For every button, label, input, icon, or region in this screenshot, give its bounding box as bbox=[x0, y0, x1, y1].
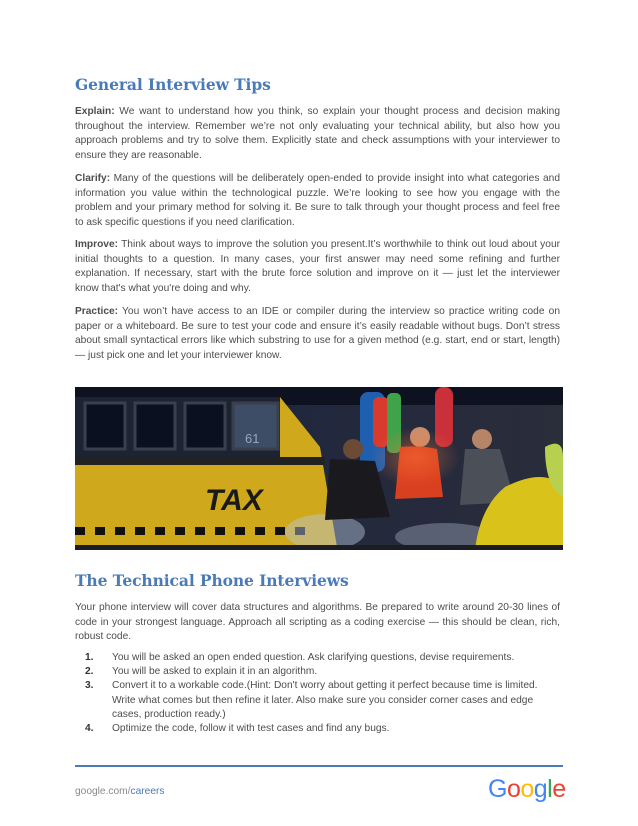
list-item bbox=[75, 665, 545, 679]
office-photo bbox=[75, 387, 563, 550]
step-text: Optimize the code, follow it with test cases and find any bugs. bbox=[112, 723, 390, 735]
step-text: You will be asked an open ended question. Ask clarifying questions, devise requirements. bbox=[112, 652, 515, 663]
list-item bbox=[75, 722, 545, 736]
tip-practice bbox=[75, 305, 560, 363]
step-number: 1. bbox=[85, 652, 94, 663]
tip-lead: Practice: bbox=[75, 306, 119, 317]
office-photo-illustration bbox=[75, 387, 563, 550]
phone-intro: Your phone interview will cover data structures and algorithms. Be prepared to write around 20-30 lines of code in your strongest language. Approach all scripting as a coding exercise — this should be clean, rich, robust code. bbox=[75, 602, 560, 643]
tip-text: We want to understand how you think, so explain your thought process and decision making throughout the interview. Remember we’re not only evaluating your technical ability, but also how you approach problems and try to solve them. Explicitly state and check assumptions with your interviewer to ensure they are reasonable. bbox=[75, 106, 560, 161]
interview-steps-list bbox=[75, 651, 545, 736]
taxi-sign: TAX bbox=[205, 484, 263, 517]
tip-lead: Improve: bbox=[75, 239, 119, 250]
tip-clarify bbox=[75, 172, 560, 230]
logo-letter: l bbox=[547, 775, 553, 803]
logo-letter: o bbox=[520, 775, 534, 803]
list-item bbox=[75, 679, 545, 722]
tip-lead: Clarify: bbox=[75, 173, 111, 184]
url-accent: careers bbox=[130, 786, 165, 797]
phone-interviews-heading: The Technical Phone Interviews bbox=[75, 571, 349, 590]
tip-text: You won’t have access to an IDE or compiler during the interview so practice writing code on paper or a whiteboard. Be sure to test your code and ensure it’s easily readable without bugs. Don’t stress about small syntactical errors like which substring to use for a given method (e.g. start, end or start, length) — just pick one and let your interviewer know. bbox=[75, 306, 560, 361]
url-prefix: google.com/ bbox=[75, 786, 131, 797]
step-number: 2. bbox=[85, 666, 94, 678]
tip-text: Think about ways to improve the solution you present.It’s worthwhile to think out loud about your initial thoughts to a question. In many cases, your first answer may need some refining and further explanation. If necessary, start with the brute force solution and improve on it — just let the interviewer know that's what you're doing and why. bbox=[75, 239, 560, 294]
tip-text: Many of the questions will be deliberately open-ended to provide insight into what categories and information you value within the technological puzzle. We’re looking to see how you engage with the problem and your primary method for solving it. Be sure to talk through your thought process and feel free to ask specific questions if you need clarification. bbox=[75, 173, 560, 228]
logo-letter: e bbox=[552, 775, 566, 803]
logo-letter: G bbox=[488, 775, 507, 803]
step-text: Convert it to a workable code.(Hint: Don't worry about getting it perfect because time is limited. Write what comes but then refine it later. Also make sure you consider corner cases and edge cases, production ready.) bbox=[112, 680, 538, 720]
logo-letter: o bbox=[506, 775, 521, 803]
google-logo bbox=[488, 775, 566, 804]
step-text: You will be asked to explain it in an algorithm. bbox=[112, 666, 318, 678]
careers-link[interactable] bbox=[75, 786, 164, 797]
tip-lead: Explain: bbox=[75, 106, 115, 117]
general-tips-heading: General Interview Tips bbox=[75, 75, 271, 94]
list-item bbox=[75, 651, 545, 665]
step-number: 4. bbox=[85, 723, 94, 735]
car-number: 61 bbox=[245, 431, 260, 446]
logo-letter: g bbox=[533, 775, 548, 803]
tip-explain bbox=[75, 105, 560, 163]
step-number: 3. bbox=[85, 680, 94, 692]
tip-improve bbox=[75, 238, 560, 296]
footer-divider bbox=[75, 765, 563, 767]
